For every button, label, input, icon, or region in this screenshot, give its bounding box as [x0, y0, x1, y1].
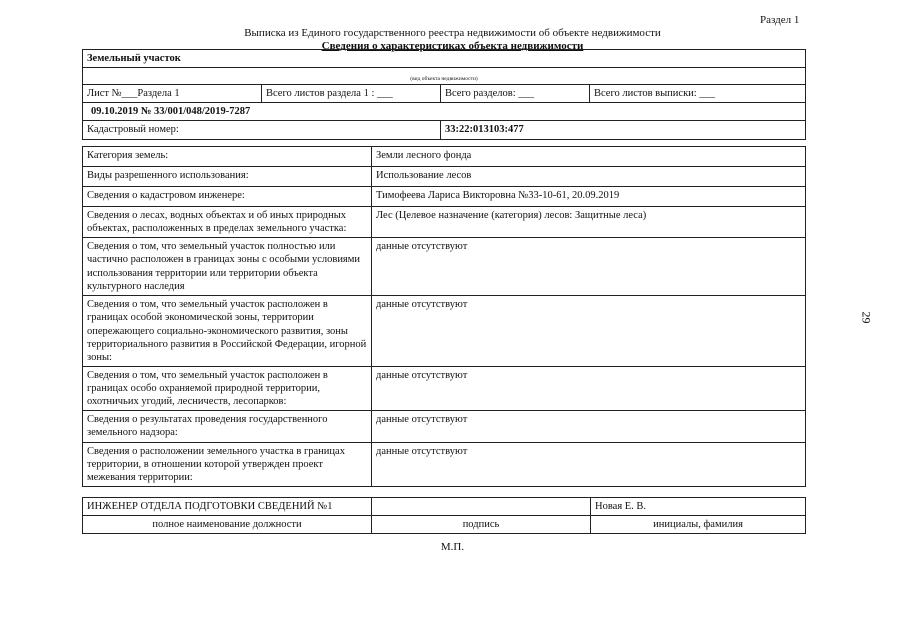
blank-row — [83, 68, 806, 77]
table-row — [83, 147, 806, 167]
signer-position: ИНЖЕНЕР ОТДЕЛА ПОДГОТОВКИ СВЕДЕНИЙ №1 — [83, 498, 372, 516]
document-title: Выписка из Единого государственного реестра недвижимости об объекте недвижимости — [244, 27, 661, 39]
table-row — [83, 411, 806, 442]
row-label: Виды разрешенного использования: — [83, 167, 372, 187]
cadastral-value: 33:22:013103:477 — [441, 121, 806, 139]
row-value: Тимофеева Лариса Викторовна №33-10-61, 20.09.2019 — [372, 187, 806, 207]
row-value: Земли лесного фонда — [372, 147, 806, 167]
name-caption: инициалы, фамилия — [591, 516, 806, 534]
table-row — [83, 167, 806, 187]
total-sections: Всего разделов: ___ — [441, 85, 590, 103]
row-value: данные отсутствуют — [372, 296, 806, 367]
table-row — [83, 442, 806, 486]
table-row — [83, 296, 806, 367]
sheets-in-section: Всего листов раздела 1 : ___ — [262, 85, 441, 103]
object-type-caption: (вид объекта недвижимости) — [83, 76, 806, 85]
stamp-place: М.П. — [440, 541, 465, 553]
signature-table — [82, 497, 806, 534]
side-page-number: 29 — [859, 311, 874, 324]
row-value: данные отсутствуют — [372, 366, 806, 410]
section-label: Раздел 1 — [760, 14, 800, 26]
table-row — [83, 207, 806, 238]
characteristics-table — [82, 146, 806, 487]
signature-field — [372, 498, 591, 516]
signature-caption: подпись — [372, 516, 591, 534]
row-value: Лес (Целевое назначение (категория) лесов: Защитные леса) — [372, 207, 806, 238]
object-type: Земельный участок — [83, 50, 806, 68]
row-label: Сведения о результатах проведения государственного земельного надзора: — [83, 411, 372, 442]
row-value: данные отсутствуют — [372, 442, 806, 486]
document-subtitle: Сведения о характеристиках объекта недвижимости — [321, 40, 584, 52]
row-label: Категория земель: — [83, 147, 372, 167]
date-and-number: 09.10.2019 № 33/001/048/2019-7287 — [83, 103, 806, 121]
row-label: Сведения о том, что земельный участок расположен в границах особой экономической зоны, территории опережающего социально-экономического развития, зоны территориального развития в Российской Федерации, игорной зоны: — [83, 296, 372, 367]
sheet-number: Лист №___Раздела 1 — [83, 85, 262, 103]
row-label: Сведения о лесах, водных объектах и об иных природных объектах, расположенных в пределах земельного участка: — [83, 207, 372, 238]
row-label: Сведения о том, что земельный участок расположен в границах особо охраняемой природной территории, охотничьих угодий, лесничеств, лесопарков: — [83, 366, 372, 410]
row-value: Использование лесов — [372, 167, 806, 187]
row-label: Сведения о том, что земельный участок полностью или частично расположен в границах зоны с особыми условиями использования территории или территории объекта культурного наследия — [83, 238, 372, 296]
cadastral-label: Кадастровый номер: — [83, 121, 441, 139]
position-caption: полное наименование должности — [83, 516, 372, 534]
object-header-table — [82, 49, 806, 140]
table-row — [83, 366, 806, 410]
total-sheets: Всего листов выписки: ___ — [590, 85, 806, 103]
row-value: данные отсутствуют — [372, 238, 806, 296]
signer-name: Новая Е. В. — [591, 498, 806, 516]
table-row — [83, 238, 806, 296]
row-label: Сведения о расположении земельного участка в границах территории, в отношении которой утвержден проект межевания территории: — [83, 442, 372, 486]
row-label: Сведения о кадастровом инженере: — [83, 187, 372, 207]
table-row — [83, 187, 806, 207]
row-value: данные отсутствуют — [372, 411, 806, 442]
